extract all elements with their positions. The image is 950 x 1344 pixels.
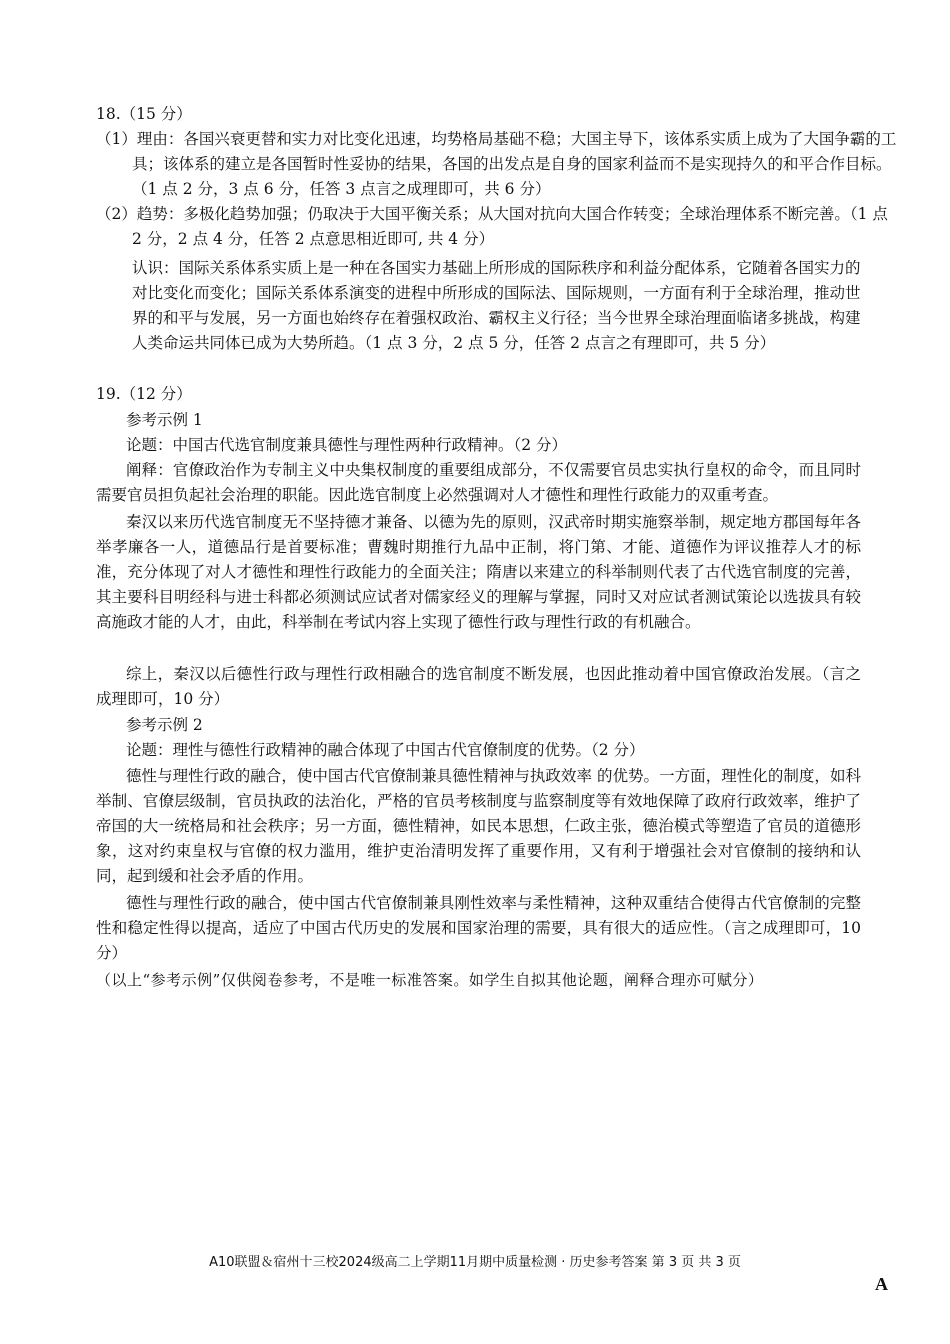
q18-part2: （2）趋势：多极化趋势加强；仍取决于大国平衡关系；从大国对抗向大国合作转变；全球治理体系不断完善。（1 点 2 分，2 点 4 分，任答 2 点意思相近即可, 共 4 分）	[96, 205, 888, 248]
page-footer: A10联盟＆宿州十三校2024级高二上学期11月期中质量检测 · 历史参考答案 第 3 页 共 3 页	[209, 1255, 741, 1270]
example1-para1: 阐释：官僚政治作为专制主义中央集权制度的重要组成部分，不仅需要官员忠实执行皇权的命令，而且同时需要官员担负起社会治理的职能。因此选官制度上必然强调对人才德性和理性行政能力的双重考查。	[96, 461, 861, 504]
example2-thesis: 论题：理性与德性行政精神的融合体现了中国古代官僚制度的优势。（2 分）	[126, 741, 645, 759]
example1-para3: 综上，秦汉以后德性行政与理性行政相融合的选官制度不断发展，也因此推动着中国官僚政治发展。（言之成理即可，10 分）	[96, 665, 861, 708]
example1-label: 参考示例 1	[126, 411, 203, 429]
scoring-note: （以上“参考示例”仅供阅卷参考，不是唯一标准答案。如学生自拟其他论题，阐释合理亦可赋分）	[96, 971, 764, 989]
q18-part2-view: 认识：国际关系体系实质上是一种在各国实力基础上所形成的国际秩序和利益分配体系，它随着各国实力的对比变化而变化；国际关系体系演变的进程中所形成的国际法、国际规则，一方面有利于全球治理，推动世界的和平与发展，另一方面也始终存在着强权政治、霸权主义行径；当今世界全球治理面临诸多挑战，构建人类命运共同体已成为大势所趋。（1 点 3 分，2 点 5 分，任答 2 点言之有理即可，共 5 分）	[132, 259, 861, 352]
version-mark: A	[875, 1274, 888, 1294]
q18-title: 18.（15 分）	[96, 105, 192, 123]
example2-para2: 德性与理性行政的融合，使中国古代官僚制兼具刚性效率与柔性精神，这种双重结合使得古代官僚制的完整性和稳定性得以提高，适应了中国古代历史的发展和国家治理的需要，具有很大的适应性。（言之成理即可，10 分）	[96, 894, 861, 962]
q18-part1: （1）理由：各国兴衰更替和实力对比变化迅速，均势格局基础不稳；大国主导下，该体系实质上成为了大国争霸的工具；该体系的建立是各国暂时性妥协的结果，各国的出发点是自身的国家利益而不是实现持久的和平合作目标。（1 点 2 分，3 点 6 分，任答 3 点言之成理即可，共 6 分）	[96, 130, 897, 198]
example1-thesis: 论题：中国古代选官制度兼具德性与理性两种行政精神。（2 分）	[126, 436, 568, 454]
example1-para2: 秦汉以来历代选官制度无不坚持德才兼备、以德为先的原则，汉武帝时期实施察举制，规定地方郡国每年各举孝廉各一人，道德品行是首要标准；曹魏时期推行九品中正制，将门第、才能、道德作为评议推荐人才的标准，充分体现了对人才德性和理性行政能力的全面关注；隋唐以来建立的科举制则代表了古代选官制度的完善，其主要科目明经科与进士科都必须测试应试者对儒家经义的理解与掌握，同时又对应试者测试策论以选拔具有较高施政才能的人才，由此，科举制在考试内容上实现了德性行政与理性行政的有机融合。	[96, 513, 861, 631]
example2-label: 参考示例 2	[126, 716, 203, 734]
example2-para1: 德性与理性行政的融合，使中国古代官僚制兼具德性精神与执政效率 的优势。一方面，理性化的制度，如科举制、官僚层级制，官员执政的法治化，严格的官员考核制度与监察制度等有效地保障了政府行政效率，维护了帝国的大一统格局和社会秩序；另一方面，德性精神，如民本思想，仁政主张，德治模式等塑造了官员的道德形象，这对约束皇权与官僚的权力滥用，维护吏治清明发挥了重要作用，又有利于增强社会对官僚制的接纳和认同，起到缓和社会矛盾的作用。	[96, 767, 861, 885]
q19-title: 19.（12 分）	[96, 385, 192, 403]
